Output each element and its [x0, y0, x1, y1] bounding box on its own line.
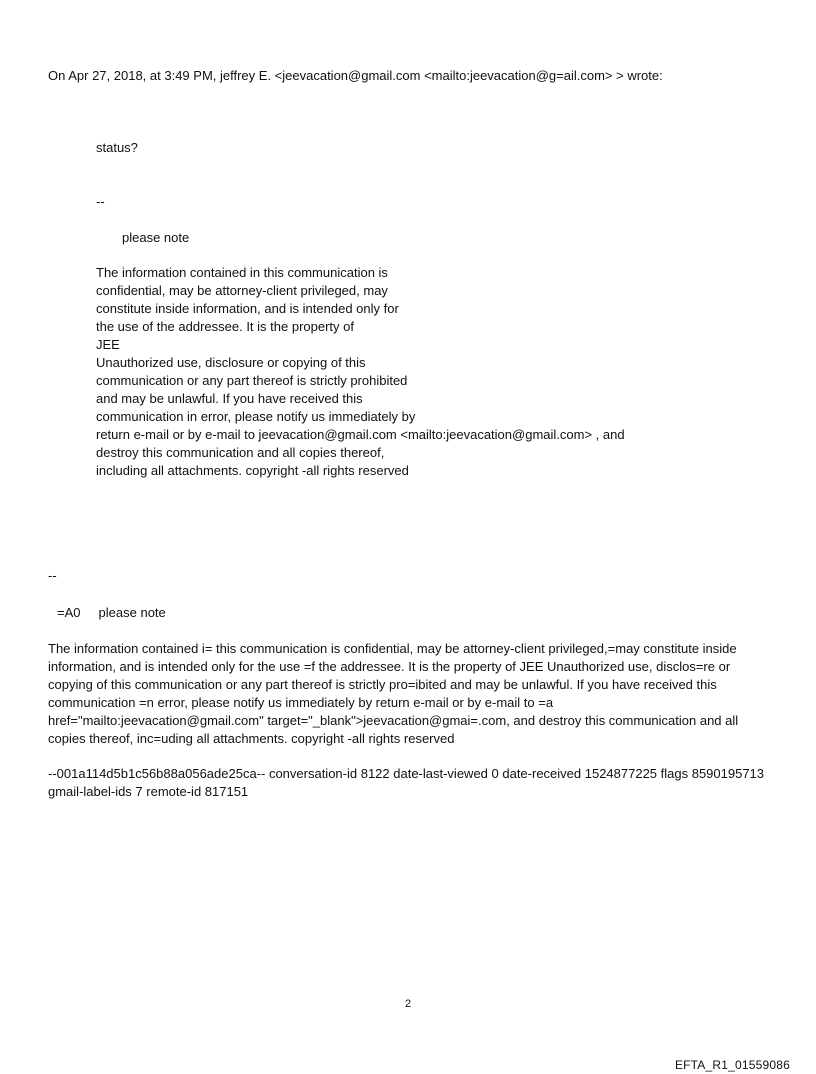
disclaimer-line: return e-mail or by e-mail to jeevacation@gmail.com <mailto:jeevacation@gmail.com> , and [96, 427, 625, 442]
quoted-please-note: please note [122, 230, 190, 245]
disclaimer-line: The information contained in this communication is [96, 265, 388, 280]
disclaimer-line: communication in error, please notify us immediately by [96, 409, 416, 424]
disclaimer-line: Unauthorized use, disclosure or copying of this [96, 355, 366, 370]
bates-number: EFTA_R1_01559086 [674, 1058, 790, 1072]
disclaimer-line: constitute inside information, and is intended only for [96, 301, 399, 316]
page-number: 2 [404, 998, 412, 1010]
disclaimer-line: communication or any part thereof is strictly prohibited [96, 373, 408, 388]
quoted-status-text: status? [96, 140, 138, 155]
email-header-line: On Apr 27, 2018, at 3:49 PM, jeffrey E. <jeevacation@gmail.com <mailto:jeevacation@g=ail.com> > wrote: [48, 68, 663, 83]
footer-please-note: =A0 please note [57, 605, 166, 620]
disclaimer-line: confidential, may be attorney-client privileged, may [96, 283, 388, 298]
disclaimer-line: the use of the addressee. It is the property of [96, 319, 354, 334]
footer-signature-separator: -- [48, 568, 57, 583]
disclaimer-line: including all attachments. copyright -all rights reserved [96, 463, 409, 478]
footer-disclaimer-paragraph: The information contained i= this communication is confidential, may be attorney-client privileged,=may constitute inside information, and is intended only for the use =f the addressee. It is the property of JEE Unauthorized use, disclos=re or copying of this communication or any part thereof is strictly pro=ibited and may be unlawful. If you have received this communication =n error, please notify us immediately by return e-mail or by e-mail to =a href="mailto:jeevacation@gmail.com" target="_blank">jeevacation@gmai=.com, and destroy this communication and all copies thereof, inc=uding all attachments. copyright -all rights reserved [48, 641, 739, 746]
disclaimer-line: and may be unlawful. If you have received this [96, 391, 363, 406]
quoted-disclaimer-block [96, 264, 625, 480]
quoted-signature-separator: -- [96, 194, 105, 209]
disclaimer-line: destroy this communication and all copies thereof, [96, 445, 385, 460]
disclaimer-line: JEE [96, 337, 120, 352]
message-metadata: --001a114d5b1c56b88a056ade25ca-- conversation-id 8122 date-last-viewed 0 date-received 1524877225 flags 8590195713 gmail-label-ids 7 remote-id 817151 [48, 766, 765, 799]
